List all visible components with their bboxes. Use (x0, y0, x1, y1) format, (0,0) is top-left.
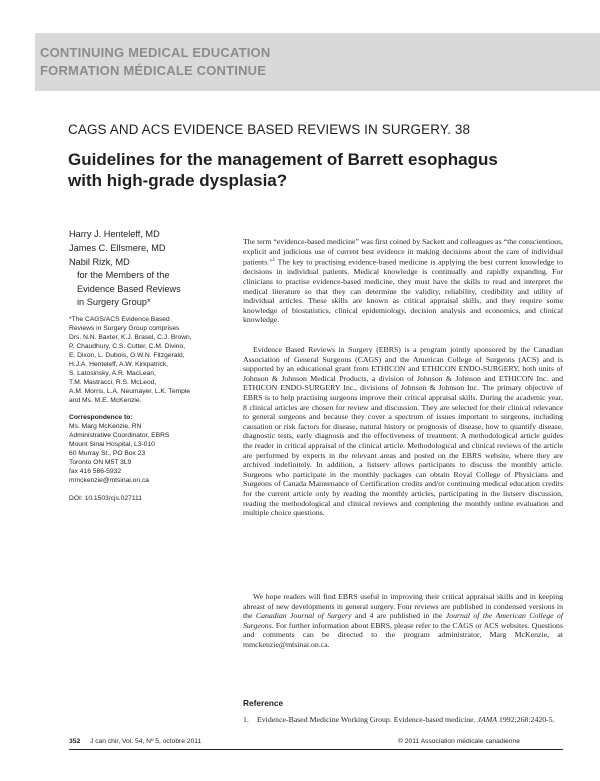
journal-citation: J can chir, Vol. 54, Nº 5, octobre 2011 (90, 738, 202, 745)
reference-heading: Reference (243, 698, 284, 708)
group-note-line: H.J.A. Henteleff, A.W. Kirkpatrick, (69, 361, 169, 368)
correspondence-line: fax 416 586-5932 (69, 468, 122, 475)
series-heading: CAGS AND ACS EVIDENCE BASED REVIEWS IN SURGERY. 38 (68, 122, 471, 137)
journal-name-jacs: Journal of the American College of Surgeons (243, 611, 563, 630)
group-note-line: S. Latosinsky, A.R. MacLean, (69, 370, 156, 377)
correspondence-email[interactable]: mmckenzie@mtsinai.on.ca (69, 477, 150, 484)
doi: DOI: 10.1503/cjs.027111 (69, 495, 142, 502)
banner-line-french: FORMATION MÉDICALE CONTINUE (40, 63, 267, 78)
citation-superscript: 1 (272, 258, 276, 264)
reference-item: 1. Evidence-Based Medicine Working Group. Evidence-based medicine. JAMA 1992;268:2420-5. (243, 715, 555, 724)
author-2: James C. Ellsmere, MD (69, 243, 166, 253)
page-number: 352 (69, 738, 81, 745)
correspondence-line: Ms. Marg McKenzie, RN (69, 423, 142, 430)
body-paragraph-1: The term “evidence-based medicine” was first coined by Sackett and colleagues as “the conscientious, explicit and judicious use of current best evidence in making decisions about the care of individual patients.”$^1$ The key to practising evidence-based medicine is applying the best current knowledge to decisions in individual patients. Medical knowledge is continually and rapidly expanding. For clinicians to practise evidence-based medicine, they must have the skills to read and interpret the medical literature so that they can determine the validity, reliability, credibility and utility of individual articles. These skills are known as critical appraisal skills, and they require some knowledge of biostatistics, clinical epidemiology, decision analysis and economics, and clinical knowledge. (243, 237, 563, 325)
body-paragraph-2: Evidence Based Reviews in Surgery (EBRS) is a program jointly sponsored by the Canadian Association of General Surgeons (CAGS) and the American College of Surgeons (ACS) and is supported by an educational grant from ETHICON and ETHICON ENDO-SURGERY, both units of Johnson & Johnson Medical Products, a division of Johnson & Johnson and ETHICON Inc. and ETHICON ENDO-SURGERY Inc., divisions of Johnson & Johnson Inc. The primary objective of EBRS is to help practising surgeons improve their critical appraisal skills. During the academic year, 8 clinical articles are chosen for review and discussion. They are selected for their clinical relevance to general surgeons and because they cover a spectrum of issues important to surgeons, including causation or risk factors for disease, natural history or prognosis of disease, how to quantify disease, diagnostic tests, early diagnosis and the effectiveness of treatment. A methodological article guides the reader in critical appraisal of the clinical article. Methodological and clinical reviews of the article are performed by experts in the relevant areas and posted on the EBRS website, where they are archived indefinitely. In addition, a listserv allows participants to discuss the monthly article. Surgeons who participate in the monthly packages can obtain Royal College of Physicians and Surgeons of Canada Maintenance of Certification credits and/or continuing medical education credits for the current article only by reading the monthly articles, participating in the listserv discussion, reading the methodological and clinical reviews and completing the monthly online evaluation and multiple choice questions. (243, 345, 563, 518)
correspondence-line: Toronto ON M5T 3L9 (69, 459, 132, 466)
group-note-line: and Ms. M.E. McKenzie. (69, 397, 142, 404)
article-title: Guidelines for the management of Barrett esophagus with high-grade dysplasia? (68, 150, 498, 190)
correspondence-line: Mount Sinai Hospital, L3-010 (69, 441, 155, 448)
correspondence-line: Administrative Coordinator, EBRS (69, 432, 170, 439)
copyright-notice: © 2011 Association médicale canadienne (398, 738, 520, 745)
group-note-line: Drs. N.N. Baxter, K.J. Brasel, C.J. Brown, (69, 334, 192, 341)
journal-name-cjs: Canadian Journal of Surgery (255, 611, 352, 621)
group-note-line: Reviews in Surgery Group comprises (69, 325, 180, 332)
group-note-line: P. Chaudhury, C.S. Cutter, C.M. Divino, (69, 343, 186, 350)
author-3: Nabil Rizk, MD (69, 257, 130, 267)
group-note-line: *The CAGS/ACS Evidence Based (69, 316, 170, 323)
footer-rule (69, 749, 563, 750)
author-group-line-1: for the Members of the (77, 270, 170, 280)
author-1: Harry J. Henteleff, MD (69, 229, 160, 239)
group-note-line: A.M. Morris, L.A. Neumayer, L.K. Temple (69, 388, 191, 395)
banner-line-english: CONTINUING MEDICAL EDUCATION (40, 45, 271, 60)
correspondence-heading: Correspondence to: (69, 414, 133, 421)
group-note-line: E. Dixon, L. Dubois, G.W.N. Fitzgerald, (69, 352, 185, 359)
group-note-line: T.M. Mastracci, R.S. McLeod, (69, 379, 157, 386)
author-group-line-3: in Surgery Group* (77, 297, 151, 307)
author-group-line-2: Evidence Based Reviews (77, 284, 181, 294)
correspondence-line: 60 Murray St., PO Box 23 (69, 450, 146, 457)
body-paragraph-3: We hope readers will find EBRS useful in improving their critical appraisal skills and in keeping abreast of new developments in general surgery. Four reviews are published in condensed versions in the Canadian Journal of Surgery and 4 are published in the Journal of the American College of Surgeons. For further information about EBRS, please refer to the CAGS or ACS websites. Questions and comments can be directed to the program administrator, Marg McKenzie, at mmckenzie@mtsinai.on.ca. (243, 592, 563, 649)
cme-banner (35, 33, 600, 91)
